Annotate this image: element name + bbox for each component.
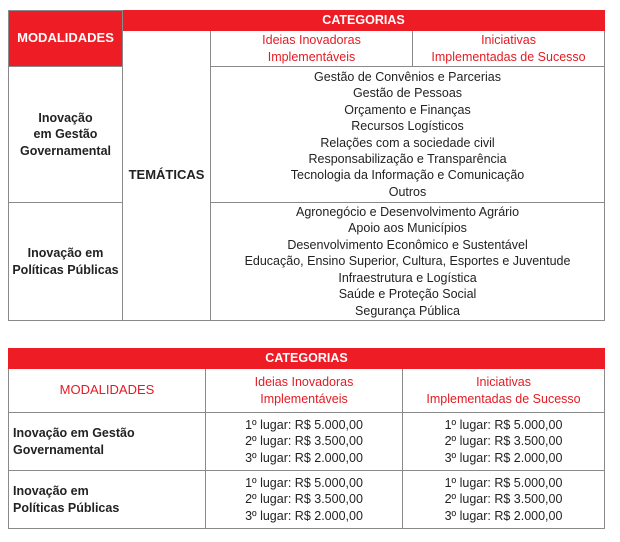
- tematica-item: Relações com a sociedade civil: [320, 135, 495, 150]
- modalidade-gestao-governamental: [9, 67, 123, 203]
- tematica-item: Saúde e Proteção Social: [338, 287, 477, 302]
- tematicas-label: TEMÁTICAS: [123, 31, 211, 321]
- prize-item: 2º lugar: R$ 3.500,00: [245, 434, 363, 449]
- tematica-item: Orçamento e Finanças: [344, 102, 471, 117]
- prizes-iniciativas-politicas: [403, 471, 605, 529]
- tematica-item: Gestão de Convênios e Parcerias: [314, 69, 501, 84]
- prizes-table: [8, 348, 605, 529]
- modalidade-line: Políticas Públicas: [12, 262, 119, 277]
- prize-item: 3º lugar: R$ 2.000,00: [444, 508, 563, 523]
- tematica-item: Outros: [388, 184, 427, 199]
- modalidade-politicas-publicas: [9, 471, 206, 529]
- category-ideias: [206, 369, 403, 413]
- category-iniciativas-line2: Implementadas de Sucesso: [431, 49, 586, 64]
- tematica-item: Tecnologia da Informação e Comunicação: [290, 168, 525, 183]
- tematica-item: Educação, Ensino Superior, Cultura, Esportes e Juventude: [244, 254, 571, 269]
- categorias-header: CATEGORIAS: [123, 11, 605, 31]
- category-iniciativas-line1: Iniciativas: [476, 375, 531, 390]
- prize-item: 3º lugar: R$ 2.000,00: [245, 508, 363, 523]
- prize-item: 1º lugar: R$ 5.000,00: [444, 417, 563, 432]
- category-ideias-line1: Ideias Inovadoras: [262, 33, 361, 48]
- prize-item: 1º lugar: R$ 5.000,00: [444, 475, 563, 490]
- category-ideias-line2: Implementáveis: [260, 391, 348, 406]
- category-iniciativas-line1: Iniciativas: [481, 33, 536, 48]
- category-ideias: [211, 31, 413, 67]
- prizes-iniciativas-gestao: [403, 413, 605, 471]
- prize-item: 3º lugar: R$ 2.000,00: [444, 450, 563, 465]
- prize-item: 2º lugar: R$ 3.500,00: [444, 434, 563, 449]
- category-ideias-line1: Ideias Inovadoras: [254, 375, 354, 390]
- category-iniciativas: [403, 369, 605, 413]
- modalidades-header: [9, 11, 123, 67]
- tematica-item: Apoio aos Municípios: [348, 221, 467, 236]
- modalidade-line: Governamental: [13, 442, 105, 457]
- modalidade-line: em Gestão: [33, 127, 98, 142]
- prize-item: 2º lugar: R$ 3.500,00: [245, 492, 363, 507]
- prize-item: 1º lugar: R$ 5.000,00: [245, 475, 363, 490]
- tematica-item: Desenvolvimento Econômico e Sustentável: [287, 237, 528, 252]
- category-iniciativas-line2: Implementadas de Sucesso: [426, 391, 581, 406]
- modalidade-gestao-governamental: [9, 413, 206, 471]
- tematica-item: Gestão de Pessoas: [352, 86, 463, 101]
- tematica-item: Agronegócio e Desenvolvimento Agrário: [295, 205, 520, 220]
- prize-item: 2º lugar: R$ 3.500,00: [444, 492, 563, 507]
- tematica-item: Responsabilização e Transparência: [308, 151, 507, 166]
- tematica-item: Recursos Logísticos: [351, 119, 464, 134]
- modalidade-line: Políticas Públicas: [13, 500, 120, 515]
- tematicas-list-politicas: [211, 203, 605, 321]
- modalidade-line: Inovação: [38, 110, 93, 125]
- modalidade-politicas-publicas: [9, 203, 123, 321]
- category-iniciativas: [413, 31, 605, 67]
- prize-item: 3º lugar: R$ 2.000,00: [245, 450, 363, 465]
- tematica-item: Infraestrutura e Logística: [338, 270, 477, 285]
- modalidade-line: Inovação em: [13, 484, 89, 499]
- modalidade-line: Governamental: [19, 143, 111, 158]
- thematics-table: [8, 10, 605, 321]
- tematica-item: Segurança Pública: [355, 303, 460, 318]
- modalidade-line: Inovação em Gestão: [13, 426, 135, 441]
- prize-item: 1º lugar: R$ 5.000,00: [245, 417, 363, 432]
- modalidades-header: MODALIDADES: [9, 369, 206, 413]
- category-ideias-line2: Implementáveis: [267, 49, 356, 64]
- modalidades-header-text: MODALIDADES: [17, 30, 114, 46]
- prizes-ideias-gestao: [206, 413, 403, 471]
- modalidade-line: Inovação em: [27, 246, 104, 261]
- tematicas-list-gestao: [211, 67, 605, 203]
- prizes-ideias-politicas: [206, 471, 403, 529]
- categorias-header: CATEGORIAS: [9, 349, 605, 369]
